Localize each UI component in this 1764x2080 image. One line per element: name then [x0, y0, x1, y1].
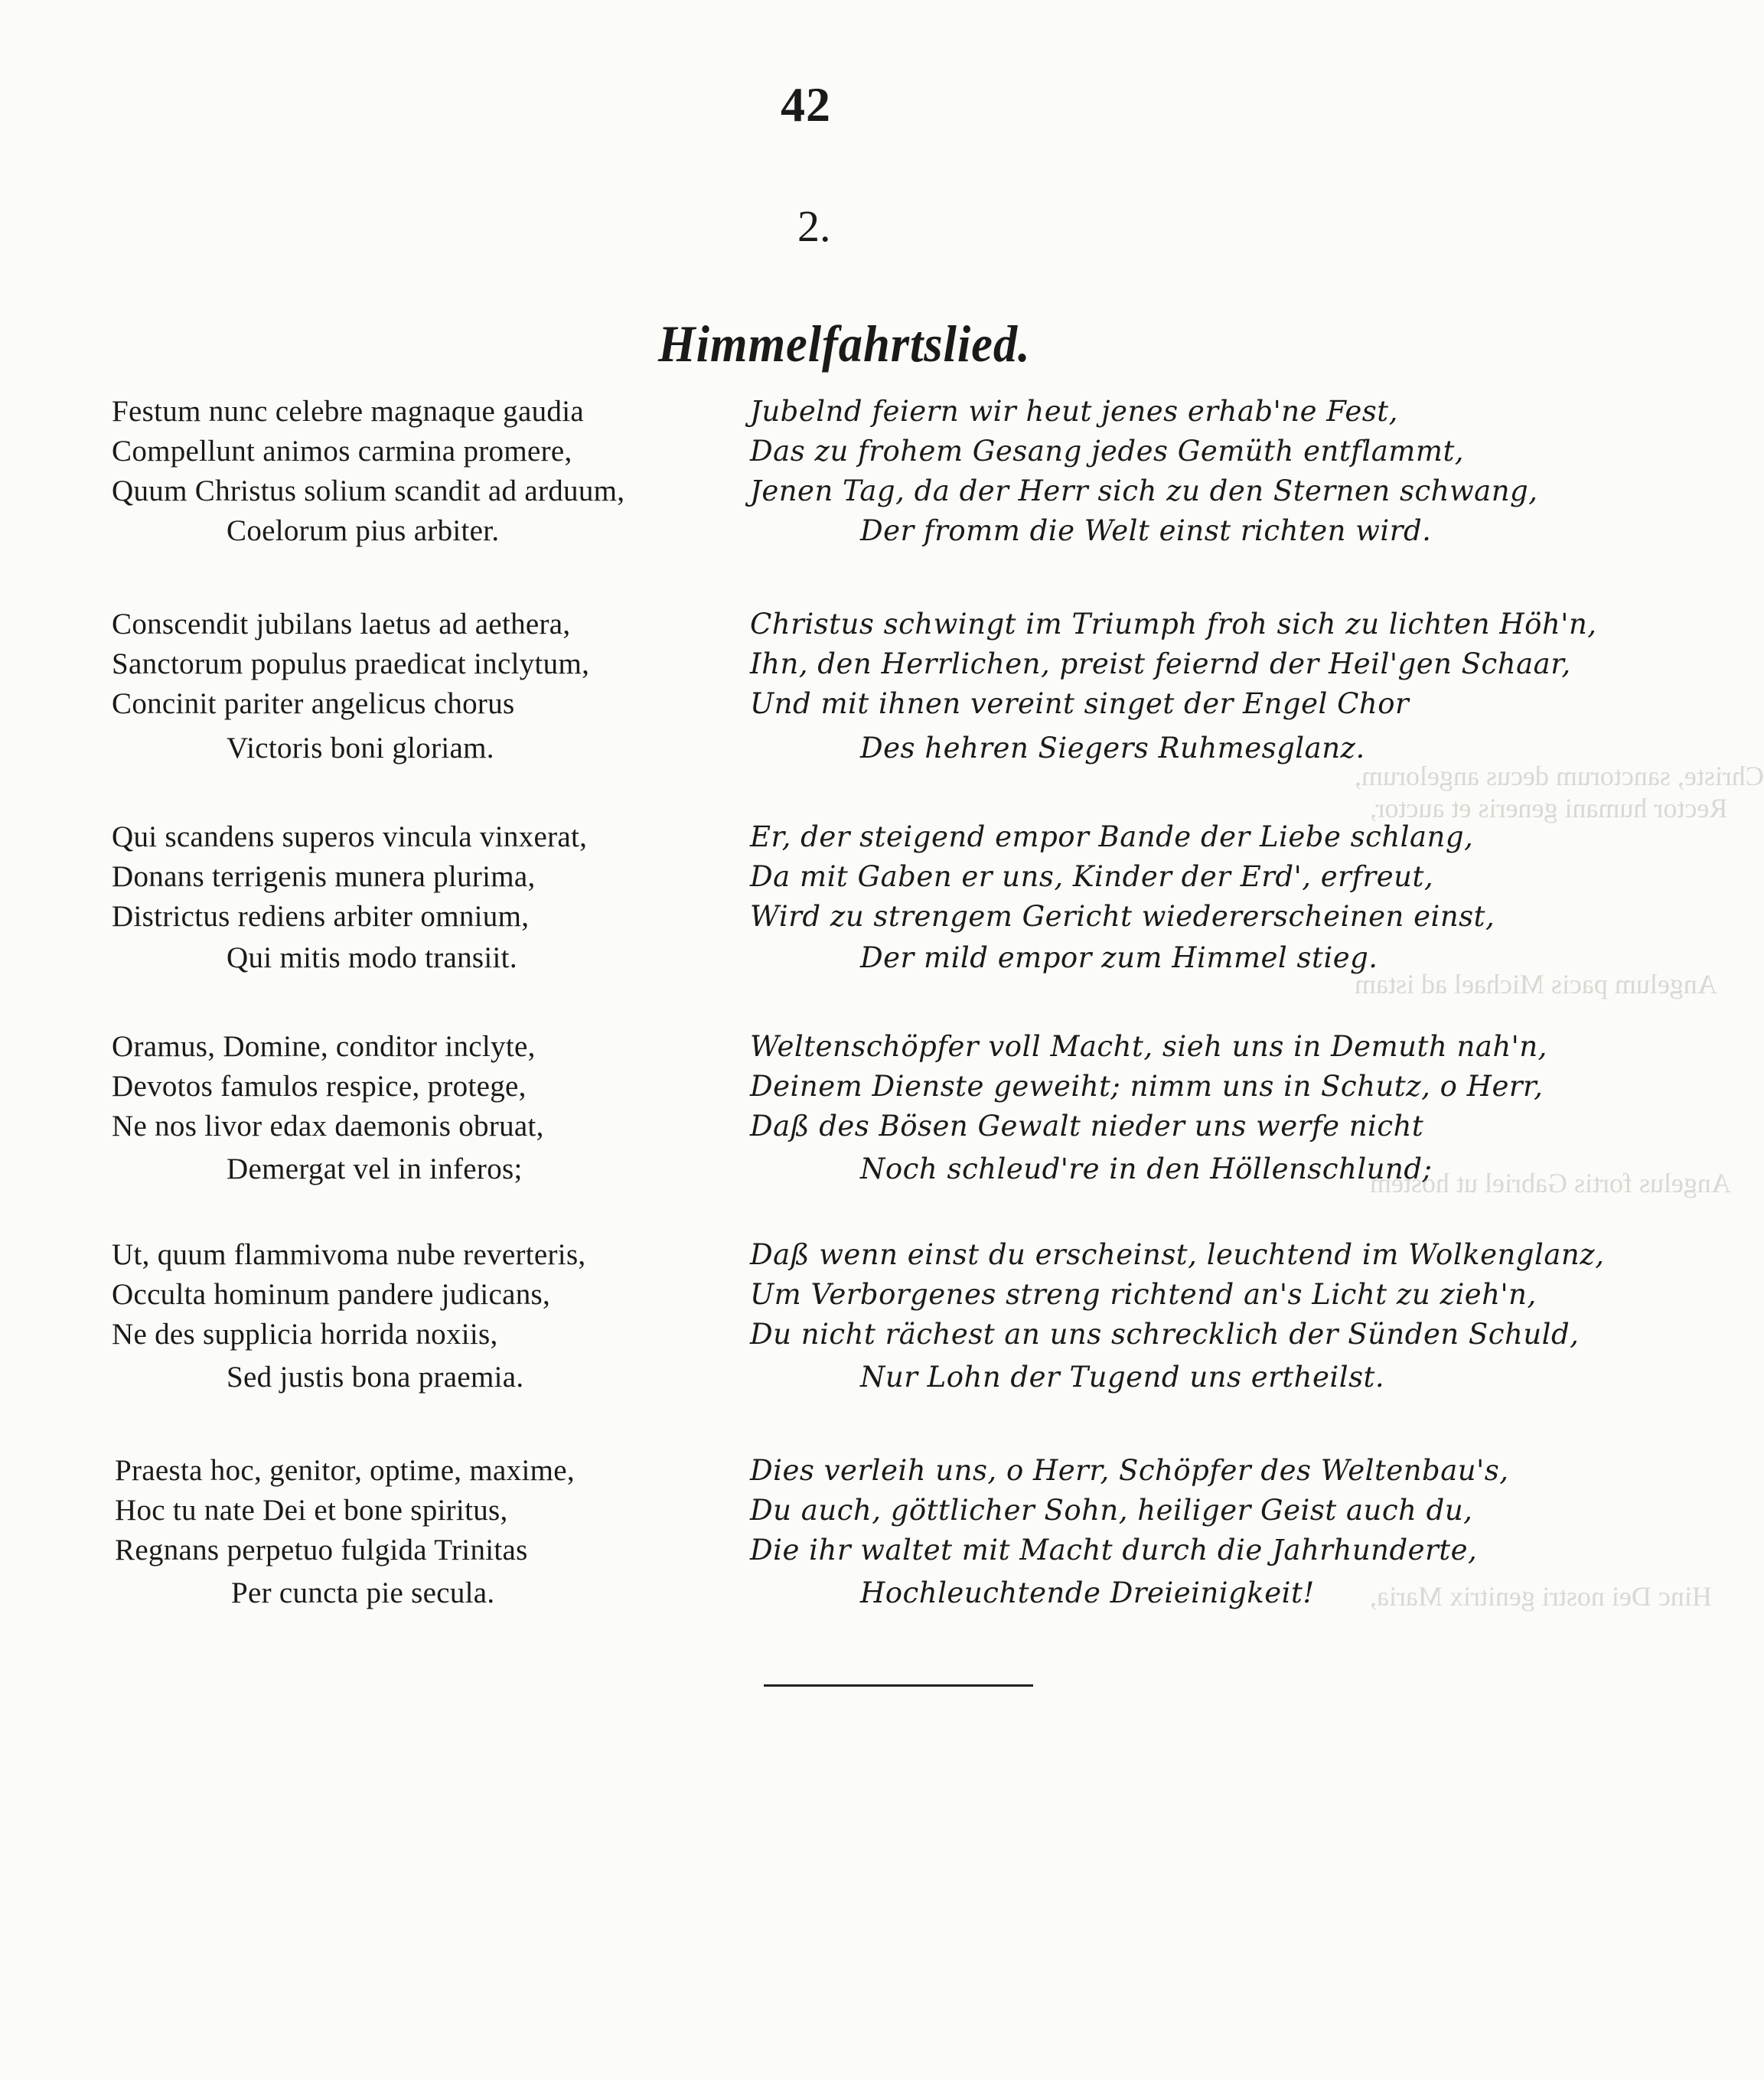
latin-line: Festum nunc celebre magnaque gaudia	[112, 395, 584, 428]
latin-line: Ne nos livor edax daemonis obruat,	[112, 1110, 544, 1143]
german-line: Jubelnd feiern wir heut jenes erhab'ne Fest,	[750, 395, 1398, 428]
latin-line: Regnans perpetuo fulgida Trinitas	[115, 1534, 528, 1567]
german-line: Weltenschöpfer voll Macht, sieh uns in Demuth nah'n,	[750, 1030, 1547, 1063]
german-line: Wird zu strengem Gericht wiedererscheinen einst,	[750, 900, 1495, 933]
page-number: 42	[781, 77, 831, 132]
closing-rule	[764, 1684, 1033, 1687]
german-line: Des hehren Siegers Ruhmesglanz.	[860, 732, 1365, 765]
latin-line: Devotos famulos respice, protege,	[112, 1070, 527, 1103]
latin-line: Ne des supplicia horrida noxiis,	[112, 1318, 498, 1351]
german-line: Dies verleih uns, o Herr, Schöpfer des Weltenbau's,	[750, 1454, 1509, 1487]
latin-line: Victoris boni gloriam.	[227, 732, 494, 765]
latin-line: Sanctorum populus praedicat inclytum,	[112, 647, 590, 680]
german-line: Die ihr waltet mit Macht durch die Jahrhunderte,	[750, 1534, 1478, 1567]
latin-line: Praesta hoc, genitor, optime, maxime,	[115, 1454, 575, 1487]
german-line: Christus schwingt im Triumph froh sich zu lichten Höh'n,	[750, 608, 1597, 641]
german-line: Du nicht rächest an uns schrecklich der Sünden Schuld,	[750, 1318, 1580, 1351]
german-line: Ihn, den Herrlichen, preist feiernd der Heil'gen Schaar,	[750, 647, 1571, 680]
latin-line: Hoc tu nate Dei et bone spiritus,	[115, 1494, 508, 1527]
german-line: Jenen Tag, da der Herr sich zu den Sternen schwang,	[750, 474, 1538, 507]
section-number: 2.	[797, 201, 831, 251]
german-line: Das zu frohem Gesang jedes Gemüth entflammt,	[750, 435, 1465, 468]
latin-line: Compellunt animos carmina promere,	[112, 435, 572, 468]
german-line: Deinem Dienste geweiht; nimm uns in Schutz, o Herr,	[750, 1070, 1544, 1103]
german-line: Du auch, göttlicher Sohn, heiliger Geist auch du,	[750, 1494, 1473, 1527]
latin-line: Ut, quum flammivoma nube reverteris,	[112, 1238, 586, 1271]
german-line: Da mit Gaben er uns, Kinder der Erd', erfreut,	[750, 860, 1434, 893]
hymn-title: Himmelfahrtslied.	[658, 315, 1031, 373]
latin-line: Demergat vel in inferos;	[227, 1152, 523, 1185]
german-line: Hochleuchtende Dreieinigkeit!	[860, 1576, 1315, 1609]
latin-line: Districtus rediens arbiter omnium,	[112, 900, 530, 933]
latin-line: Donans terrigenis munera plurima,	[112, 860, 536, 893]
latin-line: Concinit pariter angelicus chorus	[112, 687, 515, 720]
latin-line: Per cuncta pie secula.	[231, 1576, 495, 1609]
german-line: Noch schleud're in den Höllenschlund;	[860, 1152, 1433, 1185]
german-line: Er, der steigend empor Bande der Liebe schlang,	[750, 820, 1474, 853]
german-line: Um Verborgenes streng richtend an's Licht zu zieh'n,	[750, 1278, 1537, 1311]
latin-line: Quum Christus solium scandit ad arduum,	[112, 474, 625, 507]
german-line: Nur Lohn der Tugend uns ertheilst.	[860, 1361, 1385, 1394]
german-line: Und mit ihnen vereint singet der Engel Chor	[750, 687, 1410, 720]
latin-line: Occulta hominum pandere judicans,	[112, 1278, 551, 1311]
latin-line: Coelorum pius arbiter.	[227, 514, 500, 547]
latin-line: Qui mitis modo transiit.	[227, 941, 517, 974]
german-line: Daß wenn einst du erscheinst, leuchtend im Wolkenglanz,	[750, 1238, 1605, 1271]
latin-line: Sed justis bona praemia.	[227, 1361, 524, 1394]
german-line: Der fromm die Welt einst richten wird.	[860, 514, 1432, 547]
latin-line: Conscendit jubilans laetus ad aethera,	[112, 608, 571, 641]
latin-line: Qui scandens superos vincula vinxerat,	[112, 820, 588, 853]
latin-line: Oramus, Domine, conditor inclyte,	[112, 1030, 536, 1063]
german-line: Daß des Bösen Gewalt nieder uns werfe nicht	[750, 1110, 1424, 1143]
german-line: Der mild empor zum Himmel stieg.	[860, 941, 1378, 974]
